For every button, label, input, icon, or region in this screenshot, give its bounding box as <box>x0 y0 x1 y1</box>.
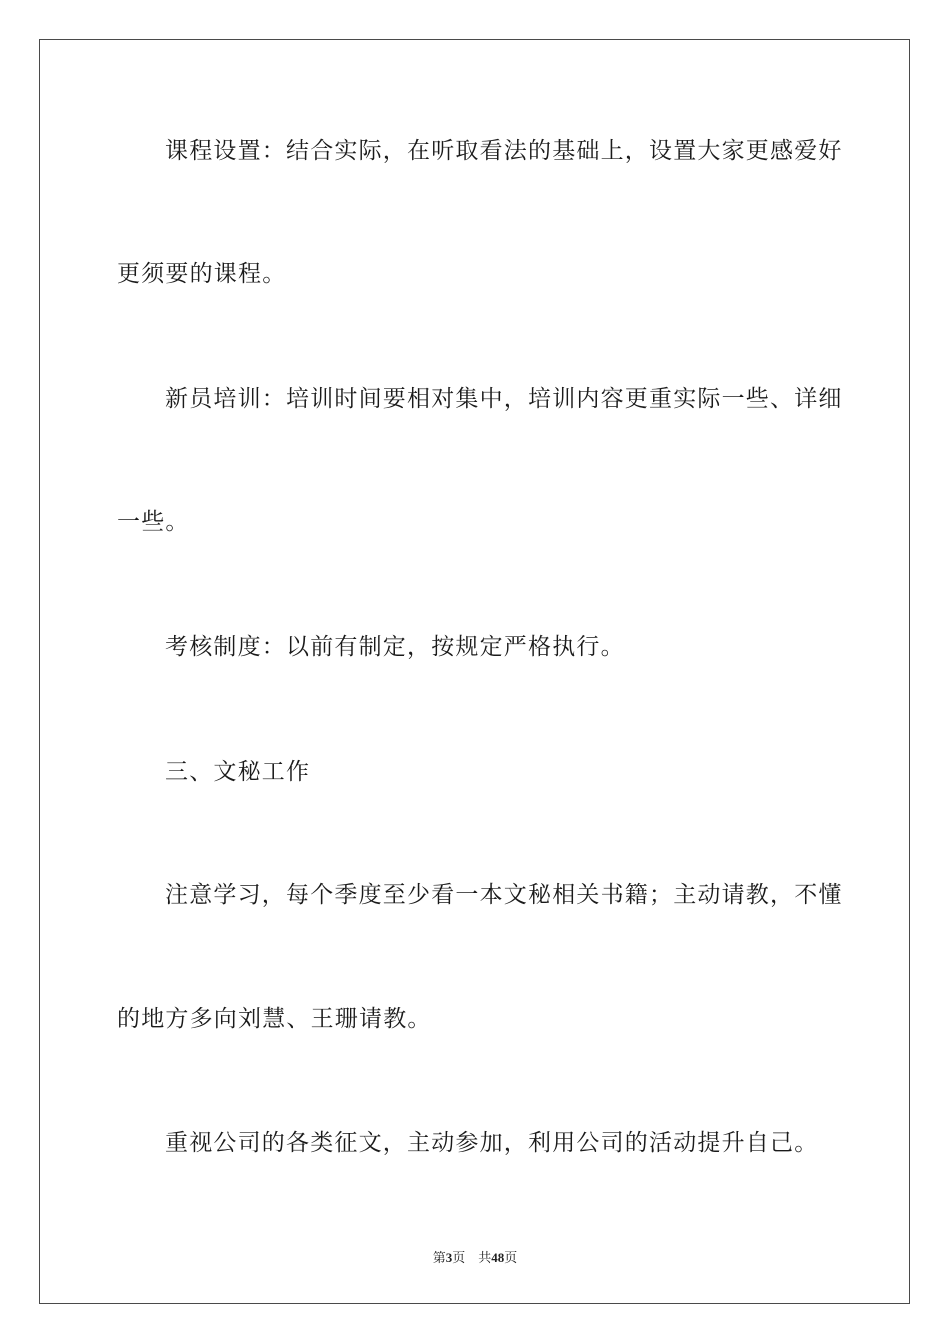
paragraph-course-setup-line2: 更须要的课程。 <box>117 261 287 287</box>
footer-page-suffix: 页 <box>452 1250 466 1265</box>
page-border <box>39 39 910 1304</box>
paragraph-course-setup-line1: 课程设置：结合实际，在听取看法的基础上，设置大家更感爱好 <box>165 138 843 164</box>
section-heading-secretarial-work: 三、文秘工作 <box>165 759 311 785</box>
footer-page-prefix: 第 <box>432 1250 446 1265</box>
paragraph-new-staff-training-line2: 一些。 <box>117 509 190 535</box>
page-footer <box>0 1247 950 1266</box>
footer-total-pages: 48 <box>491 1250 505 1265</box>
paragraph-assessment-system: 考核制度：以前有制定，按规定严格执行。 <box>165 634 625 660</box>
footer-total-suffix: 页 <box>504 1250 518 1265</box>
paragraph-essay-contests: 重视公司的各类征文，主动参加，利用公司的活动提升自己。 <box>165 1130 819 1156</box>
paragraph-new-staff-training-line1: 新员培训：培训时间要相对集中，培训内容更重实际一些、详细 <box>165 386 843 412</box>
paragraph-study-line1: 注意学习，每个季度至少看一本文秘相关书籍；主动请教，不懂 <box>165 882 843 908</box>
paragraph-study-line2: 的地方多向刘慧、王珊请教。 <box>117 1006 432 1032</box>
footer-total-prefix: 共 <box>478 1250 492 1265</box>
footer-page-number: 3 <box>445 1250 453 1265</box>
